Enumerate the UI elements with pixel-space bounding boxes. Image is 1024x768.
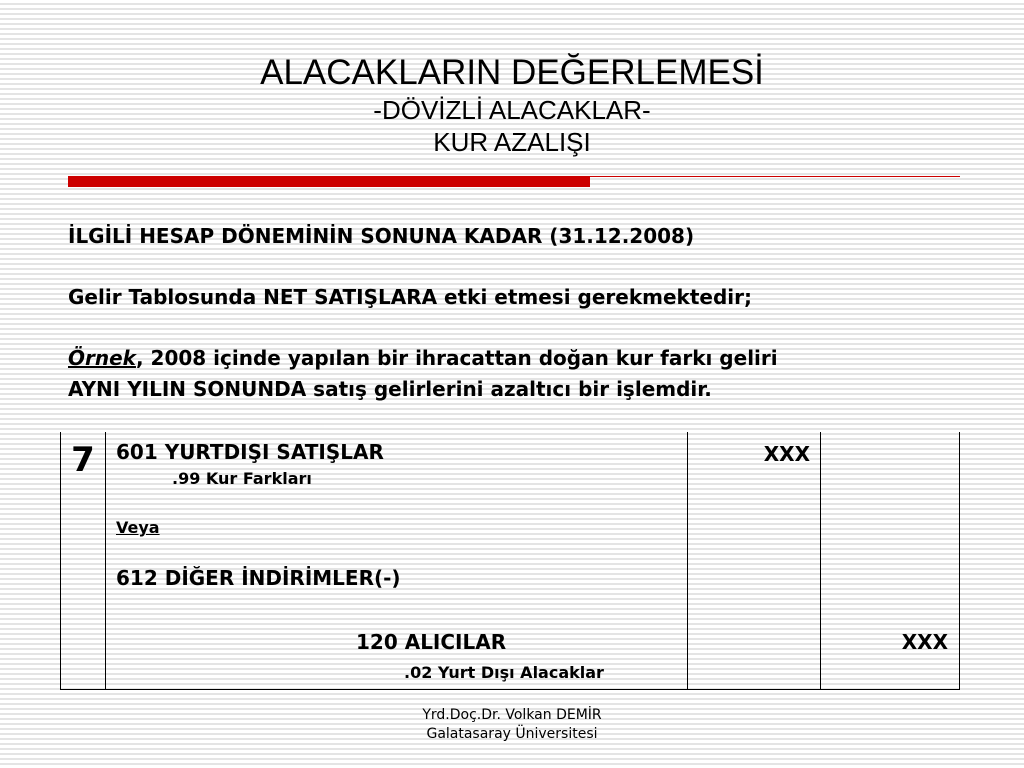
slide-subtitle-2: KUR AZALIŞI [433,127,591,157]
title-divider-thick [68,176,590,187]
debit-amount: XXX [763,442,810,466]
footer-author: Yrd.Doç.Dr. Volkan DEMİR [422,707,602,723]
footer-institution: Galatasaray Üniversitesi [426,726,598,742]
table-border-right [959,432,960,690]
credit-account: 120 ALICILAR [356,630,507,654]
example-text: 2008 içinde yapılan bir ihracattan doğan kur farkı geliri [143,346,778,370]
debit-account: 601 YURTDIŞI SATIŞLAR [116,440,384,464]
example-label: Örnek [68,346,136,370]
slide-footer [312,706,712,744]
example-paragraph-line-2: AYNI YILIN SONUNDA satış gelirlerini azaltıcı bir işlemdir. [68,377,712,401]
income-statement-note: Gelir Tablosunda NET SATIŞLARA etki etmesi gerekmektedir; [68,285,753,309]
period-heading: İLGİLİ HESAP DÖNEMİNİN SONUNA KADAR (31.12.2008) [68,224,695,248]
slide-title: ALACAKLARIN DEĞERLEMESİ [260,53,764,92]
slide-title-block [0,52,1024,158]
table-border-accounts [687,432,688,690]
entry-number: 7 [71,440,95,480]
table-border-entry-no [105,432,106,690]
debit-subaccount: .99 Kur Farkları [172,469,312,488]
title-divider-thin [590,176,960,177]
or-label: Veya [116,518,160,537]
example-separator: , [135,346,144,370]
credit-amount: XXX [901,630,948,654]
table-border-debit [820,432,821,690]
credit-subaccount: .02 Yurt Dışı Alacaklar [404,663,604,682]
table-border-left [60,432,61,690]
slide-subtitle: -DÖVİZLİ ALACAKLAR- [373,95,651,125]
alternative-debit-account: 612 DİĞER İNDİRİMLER(-) [116,566,401,590]
example-paragraph-line-1 [68,343,968,373]
table-border-bottom [60,689,960,690]
